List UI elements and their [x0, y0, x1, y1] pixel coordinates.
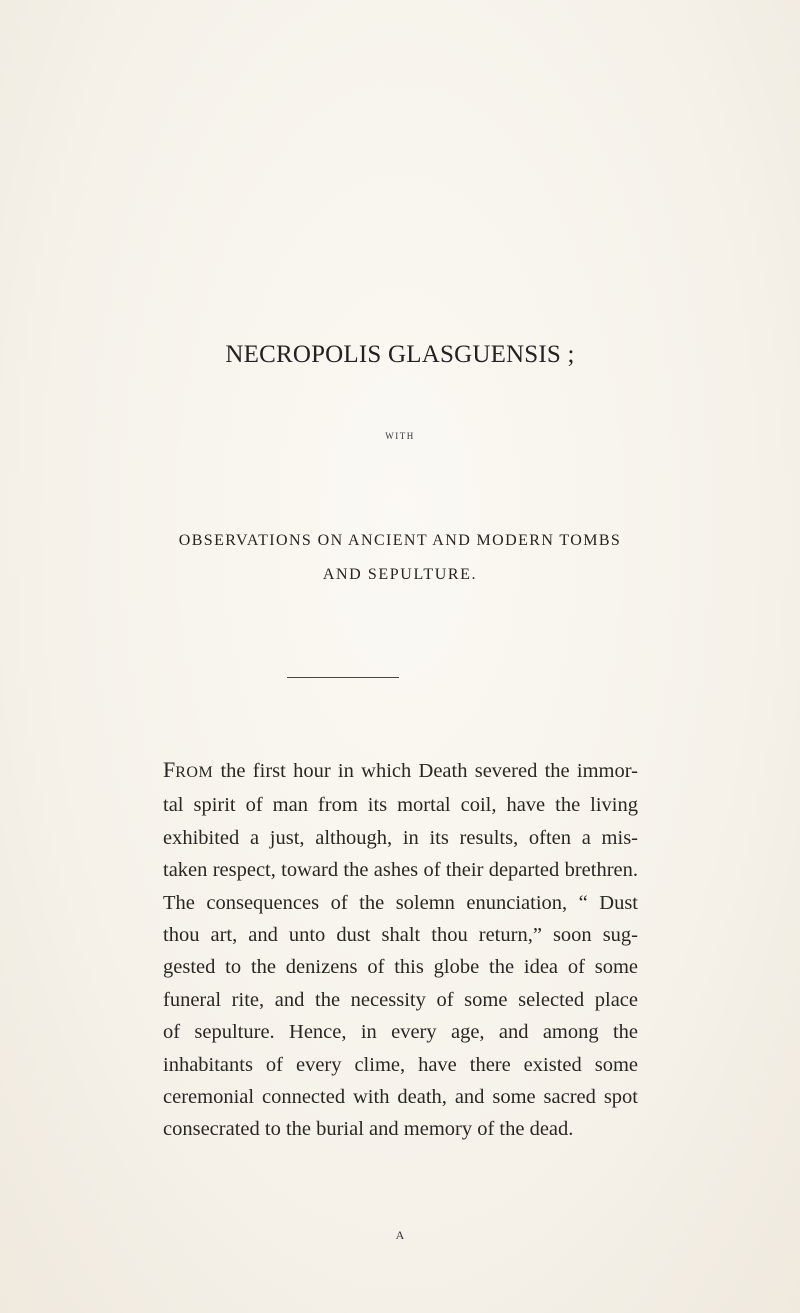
page-title: NECROPOLIS GLASGUENSIS ; — [225, 341, 575, 368]
body-line-2: tal spirit of man from its mortal coil, have the living — [163, 794, 638, 817]
subtitle-line-1: OBSERVATIONS ON ANCIENT AND MODERN TOMBS — [178, 532, 622, 549]
body-line-10: inhabitants of every clime, have there existed some — [163, 1053, 638, 1076]
body-line-3: exhibited a just, although, in its results, often a mis- — [163, 826, 638, 849]
subtitle-line-2: AND SEPULTURE. — [322, 566, 478, 583]
with-connector: WITH — [385, 431, 415, 441]
body-line-5: The consequences of the solemn enunciation, “ Dust — [163, 891, 638, 914]
body-line-1 — [163, 754, 638, 789]
section-divider-rule — [287, 677, 399, 678]
body-line-7: gested to the denizens of this globe the idea of some — [163, 956, 638, 979]
body-line-6: thou art, and unto dust shalt thou return,” soon sug- — [163, 924, 638, 947]
first-word-initial: F — [163, 757, 176, 782]
body-line-1-text: the first hour in which Death severed the immor- — [220, 760, 638, 782]
first-word-rest: ROM — [175, 764, 214, 781]
body-line-12: consecrated to the burial and memory of the dead. — [163, 1118, 574, 1141]
body-paragraph — [163, 754, 638, 1146]
body-line-9: of sepulture. Hence, in every age, and among the — [163, 1021, 638, 1044]
signature-mark: A — [395, 1228, 405, 1242]
body-line-8: funeral rite, and the necessity of some selected place — [163, 988, 638, 1011]
body-line-4: taken respect, toward the ashes of their departed brethren. — [163, 859, 638, 882]
body-line-11: ceremonial connected with death, and some sacred spot — [163, 1086, 638, 1109]
